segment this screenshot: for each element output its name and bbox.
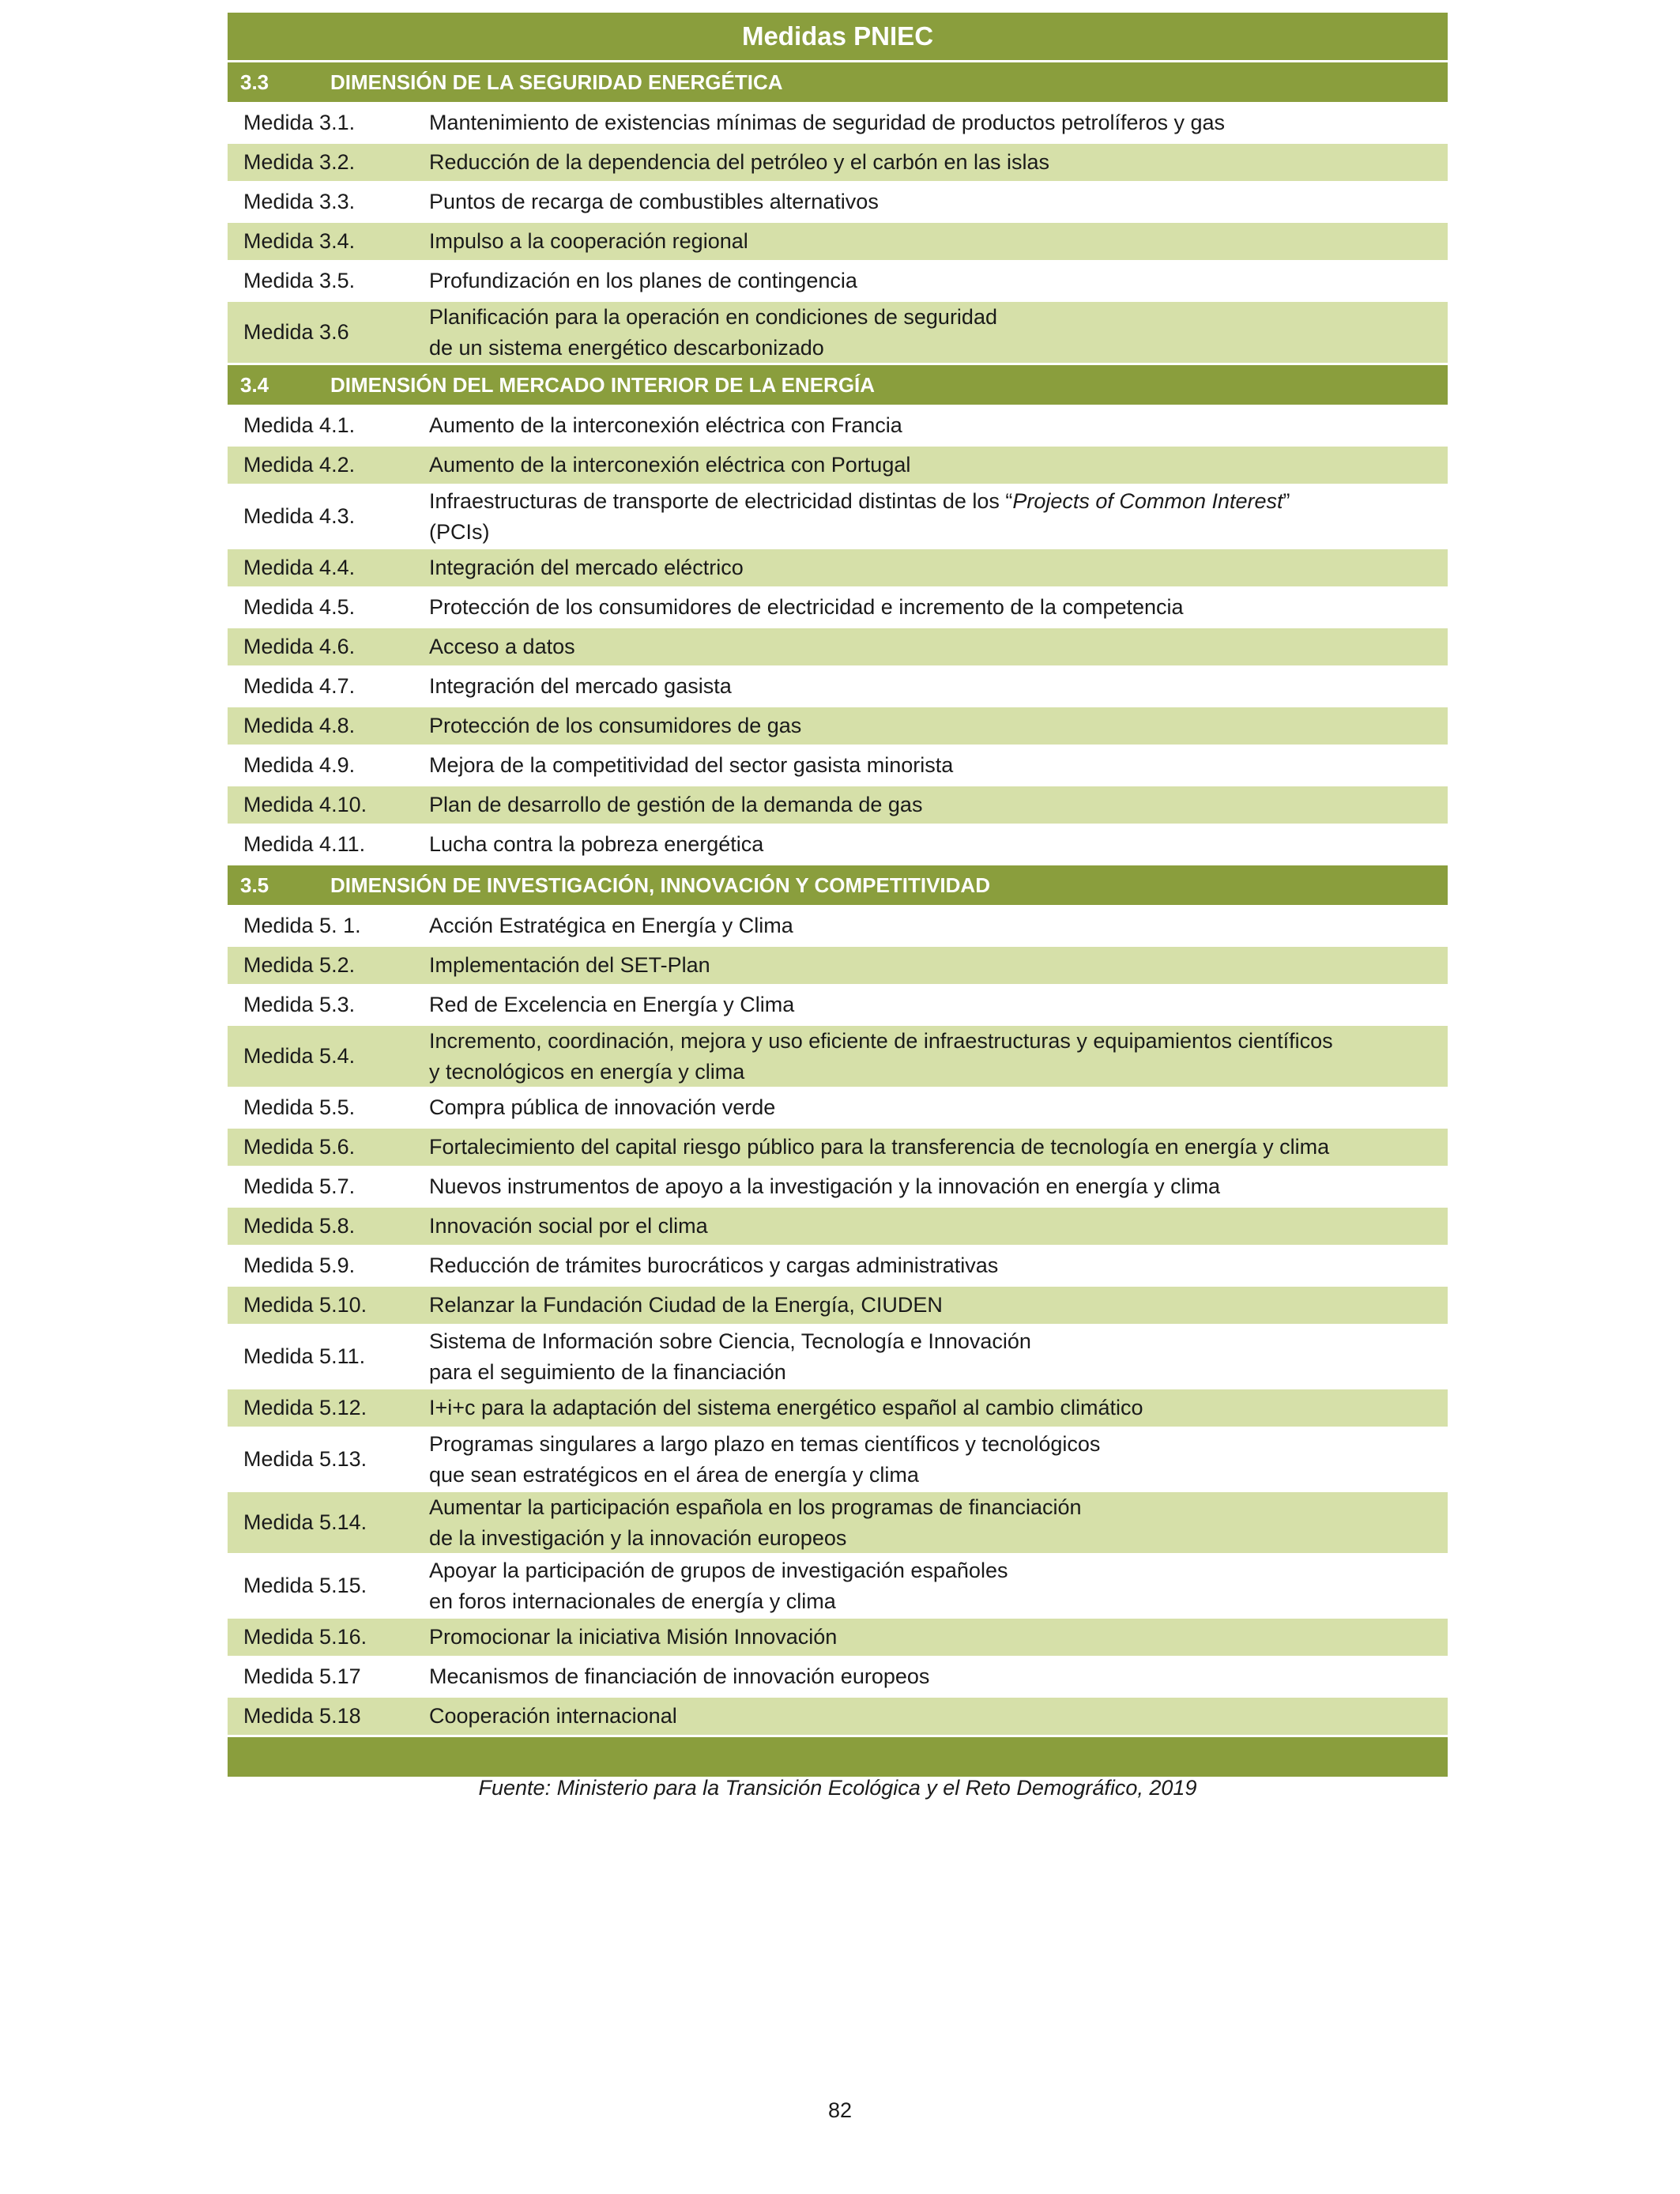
measure-id: Medida 5.15. <box>243 1574 367 1597</box>
measure-id: Medida 4.4. <box>243 556 356 579</box>
measure-description <box>429 631 1448 662</box>
measure-id: Medida 5.14. <box>243 1510 367 1534</box>
description-line: de un sistema energético descarbonizado <box>429 335 824 360</box>
measure-id: Medida 5.6. <box>243 1135 356 1159</box>
description-line: Implementación del SET-Plan <box>429 953 710 977</box>
measure-id: Medida 5.9. <box>243 1253 356 1277</box>
table-row <box>228 1026 1448 1089</box>
description-line: Red de Excelencia en Energía y Clima <box>429 993 795 1016</box>
measure-id: Medida 4.1. <box>243 413 356 437</box>
description-line: para el seguimiento de la financiación <box>429 1359 786 1384</box>
table-row <box>228 707 1448 747</box>
measure-id: Medida 5.8. <box>243 1214 356 1238</box>
measure-id: Medida 5.4. <box>243 1044 356 1068</box>
description-line: Impulso a la cooperación regional <box>429 229 748 253</box>
section-title: DIMENSIÓN DE LA SEGURIDAD ENERGÉTICA <box>330 70 783 94</box>
measure-id: Medida 4.9. <box>243 753 356 777</box>
description-line: Mecanismos de financiación de innovación europeos <box>429 1664 930 1688</box>
table-row <box>228 668 1448 707</box>
page-number: 82 <box>827 2098 853 2122</box>
measure-description <box>429 950 1448 981</box>
measure-description <box>429 226 1448 257</box>
description-line: I+i+c para la adaptación del sistema energético español al cambio climático <box>429 1396 1143 1419</box>
table-row <box>228 986 1448 1026</box>
table-row <box>228 1129 1448 1168</box>
description-line: Mejora de la competitividad del sector gasista minorista <box>429 753 954 777</box>
measure-description <box>429 1492 1448 1554</box>
section-title: DIMENSIÓN DE INVESTIGACIÓN, INNOVACIÓN Y COMPETITIVIDAD <box>330 873 990 897</box>
description-line: Integración del mercado eléctrico <box>429 556 744 579</box>
table-row <box>228 628 1448 668</box>
measure-id: Medida 3.1. <box>243 111 356 134</box>
measure-description <box>429 829 1448 860</box>
measure-description <box>429 1393 1448 1423</box>
measure-description <box>429 266 1448 296</box>
measure-description <box>429 450 1448 481</box>
measure-id: Medida 4.3. <box>243 504 356 528</box>
description-line: Acción Estratégica en Energía y Clima <box>429 914 793 937</box>
description-line: Relanzar la Fundación Ciudad de la Energía, CIUDEN <box>429 1293 943 1317</box>
table-row <box>228 1698 1448 1737</box>
table-row <box>228 302 1448 365</box>
description-line: Aumento de la interconexión eléctrica con Portugal <box>429 453 911 477</box>
measure-id: Medida 3.5. <box>243 269 356 292</box>
measures-table <box>228 13 1448 1777</box>
measure-id: Medida 4.6. <box>243 635 356 658</box>
table-row <box>228 907 1448 947</box>
description-line: Planificación para la operación en condiciones de seguridad <box>429 304 997 329</box>
measure-description <box>429 302 1448 364</box>
description-line: Promocionar la iniciativa Misión Innovación <box>429 1625 838 1649</box>
measure-id: Medida 5.2. <box>243 953 356 977</box>
description-line: Aumentar la participación española en los programas de financiación <box>429 1495 1082 1519</box>
section-number: 3.3 <box>240 70 269 94</box>
table-title: Medidas PNIEC <box>228 13 1448 62</box>
measure-id: Medida 5.10. <box>243 1293 367 1317</box>
measure-id: Medida 5.17 <box>243 1664 361 1688</box>
description-line: Protección de los consumidores de gas <box>429 714 802 737</box>
measure-id: Medida 3.4. <box>243 229 356 253</box>
description-line: Nuevos instrumentos de apoyo a la investigación y la innovación en energía y clima <box>429 1174 1221 1198</box>
description-line: en foros internacionales de energía y clima <box>429 1589 836 1613</box>
measure-description <box>429 750 1448 781</box>
measure-id: Medida 4.11. <box>243 832 366 856</box>
measure-description <box>429 910 1448 941</box>
table-row <box>228 104 1448 144</box>
table-row <box>228 589 1448 628</box>
measure-description <box>429 107 1448 138</box>
measure-id: Medida 4.7. <box>243 674 356 698</box>
source-caption: Fuente: Ministerio para la Transición Ecológica y el Reto Demográfico, 2019 <box>478 1776 1197 1800</box>
table-row <box>228 262 1448 302</box>
table-row <box>228 1168 1448 1208</box>
measure-description <box>429 1326 1448 1388</box>
table-row <box>228 1658 1448 1698</box>
description-line: Puntos de recarga de combustibles alternativos <box>429 190 879 213</box>
measure-id: Medida 5.5. <box>243 1095 356 1119</box>
table-body <box>228 62 1448 1737</box>
table-row <box>228 144 1448 183</box>
measure-description <box>429 592 1448 623</box>
section-header <box>228 62 1448 104</box>
description-line: Programas singulares a largo plazo en temas científicos y tecnológicos <box>429 1431 1101 1456</box>
table-row <box>228 747 1448 786</box>
description-line: Profundización en los planes de contingencia <box>429 269 857 292</box>
measure-id: Medida 5.12. <box>243 1396 367 1419</box>
measure-id: Medida 4.8. <box>243 714 356 737</box>
table-row <box>228 826 1448 865</box>
measure-id: Medida 5.3. <box>243 993 356 1016</box>
measure-description <box>429 1555 1448 1617</box>
measure-description <box>429 410 1448 441</box>
description-line: Incremento, coordinación, mejora y uso eficiente de infraestructuras y equipamientos científicos <box>429 1028 1333 1053</box>
table-row <box>228 1492 1448 1555</box>
table-footer-bar <box>228 1737 1448 1777</box>
measure-description <box>429 1250 1448 1281</box>
table-row <box>228 1247 1448 1287</box>
description-line: y tecnológicos en energía y clima <box>429 1059 745 1084</box>
description-line: Innovación social por el clima <box>429 1214 708 1238</box>
measure-description <box>429 790 1448 820</box>
measure-id: Medida 5. 1. <box>243 914 361 937</box>
measure-description <box>429 486 1448 548</box>
table-row <box>228 1429 1448 1492</box>
measure-description <box>429 990 1448 1020</box>
measure-description <box>429 1429 1448 1491</box>
description-line: Sistema de Información sobre Ciencia, Tecnología e Innovación <box>429 1329 1031 1353</box>
section-title: DIMENSIÓN DEL MERCADO INTERIOR DE LA ENERGÍA <box>330 372 876 397</box>
description-line: Reducción de trámites burocráticos y cargas administrativas <box>429 1253 999 1277</box>
section-number: 3.5 <box>240 873 269 897</box>
measure-description <box>429 1211 1448 1242</box>
measure-description <box>429 1026 1448 1088</box>
table-row <box>228 183 1448 223</box>
description-line: Infraestructuras de transporte de electricidad distintas de los “Projects of Common Interest” <box>429 488 1290 513</box>
description-line: (PCIs) <box>429 519 490 544</box>
description-line: Integración del mercado gasista <box>429 674 732 698</box>
table-row <box>228 947 1448 986</box>
description-line: Mantenimiento de existencias mínimas de seguridad de productos petrolíferos y gas <box>429 111 1226 134</box>
measure-description <box>429 1661 1448 1692</box>
measure-description <box>429 147 1448 178</box>
description-line: Cooperación internacional <box>429 1704 677 1728</box>
description-line: de la investigación y la innovación europeos <box>429 1525 847 1550</box>
measure-description <box>429 1132 1448 1163</box>
description-line: Apoyar la participación de grupos de investigación españoles <box>429 1558 1008 1582</box>
table-row <box>228 1619 1448 1658</box>
table-row <box>228 786 1448 826</box>
description-line: Protección de los consumidores de electricidad e incremento de la competencia <box>429 595 1184 619</box>
measure-id: Medida 4.2. <box>243 453 356 477</box>
description-line: Compra pública de innovación verde <box>429 1095 776 1119</box>
description-line: Reducción de la dependencia del petróleo y el carbón en las islas <box>429 150 1050 174</box>
measure-description <box>429 1092 1448 1123</box>
table-row <box>228 486 1448 549</box>
measure-id: Medida 5.18 <box>243 1704 361 1728</box>
measure-id: Medida 4.10. <box>243 793 367 816</box>
table-row <box>228 1389 1448 1429</box>
measure-id: Medida 5.16. <box>243 1625 367 1649</box>
description-line: Plan de desarrollo de gestión de la demanda de gas <box>429 793 923 816</box>
table-row <box>228 549 1448 589</box>
table-row <box>228 1555 1448 1619</box>
description-line: Aumento de la interconexión eléctrica con Francia <box>429 413 902 437</box>
table-row <box>228 447 1448 486</box>
section-number: 3.4 <box>240 372 269 397</box>
description-line: Fortalecimiento del capital riesgo público para la transferencia de tecnología en energía y clima <box>429 1135 1330 1159</box>
measure-description <box>429 671 1448 702</box>
measure-description <box>429 1622 1448 1653</box>
measure-description <box>429 711 1448 741</box>
table-row <box>228 1287 1448 1326</box>
measure-description <box>429 552 1448 583</box>
section-header <box>228 365 1448 407</box>
measure-description <box>429 1171 1448 1202</box>
description-line: Lucha contra la pobreza energética <box>429 832 764 856</box>
measure-id: Medida 3.3. <box>243 190 356 213</box>
section-header <box>228 865 1448 907</box>
measure-id: Medida 4.5. <box>243 595 356 619</box>
description-line: que sean estratégicos en el área de energía y clima <box>429 1462 919 1487</box>
measure-id: Medida 5.7. <box>243 1174 356 1198</box>
table-row <box>228 1208 1448 1247</box>
measure-id: Medida 5.11. <box>243 1344 366 1368</box>
table-row <box>228 1089 1448 1129</box>
table-row <box>228 1326 1448 1389</box>
measure-description <box>429 1290 1448 1321</box>
measure-id: Medida 3.6 <box>243 320 349 344</box>
measure-id: Medida 5.13. <box>243 1447 367 1471</box>
measure-description <box>429 187 1448 217</box>
table-row <box>228 223 1448 262</box>
table-row <box>228 407 1448 447</box>
description-line: Acceso a datos <box>429 635 575 658</box>
measure-description <box>429 1701 1448 1732</box>
italic-phrase: Projects of Common Interest <box>1012 488 1283 513</box>
measure-id: Medida 3.2. <box>243 150 356 174</box>
